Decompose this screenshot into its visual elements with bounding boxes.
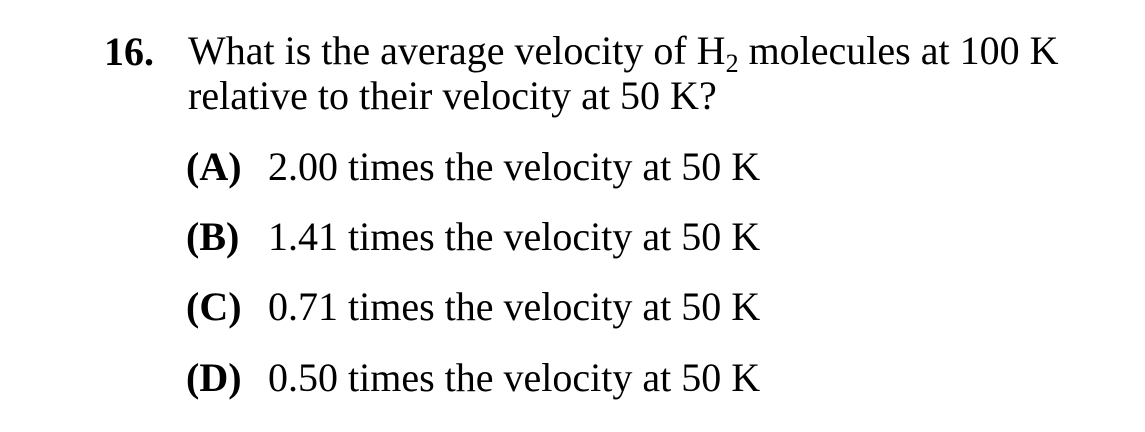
choice-text: 0.50 times the velocity at 50 K xyxy=(268,355,761,400)
stem-subscript: 2 xyxy=(725,49,739,78)
choice-text: 0.71 times the velocity at 50 K xyxy=(268,284,761,329)
question-stem xyxy=(188,28,1128,118)
question-number: 16. xyxy=(104,29,154,74)
stem-text-start: What is the average velocity of H xyxy=(188,28,726,73)
stem-text-end: molecules at 100 K relative to their velocity at 50 K? xyxy=(188,28,1059,118)
choice-text: 1.41 times the velocity at 50 K xyxy=(268,214,761,259)
choice-letter: (C) xyxy=(186,284,242,329)
answer-choice-a[interactable] xyxy=(186,143,760,191)
choice-letter: (D) xyxy=(186,355,242,400)
answer-choice-b[interactable] xyxy=(186,213,760,261)
answer-choice-c[interactable] xyxy=(186,283,760,331)
choice-letter: (A) xyxy=(186,144,242,189)
choice-text: 2.00 times the velocity at 50 K xyxy=(268,144,761,189)
choice-letter: (B) xyxy=(186,214,240,259)
answer-choice-d[interactable] xyxy=(186,354,760,402)
